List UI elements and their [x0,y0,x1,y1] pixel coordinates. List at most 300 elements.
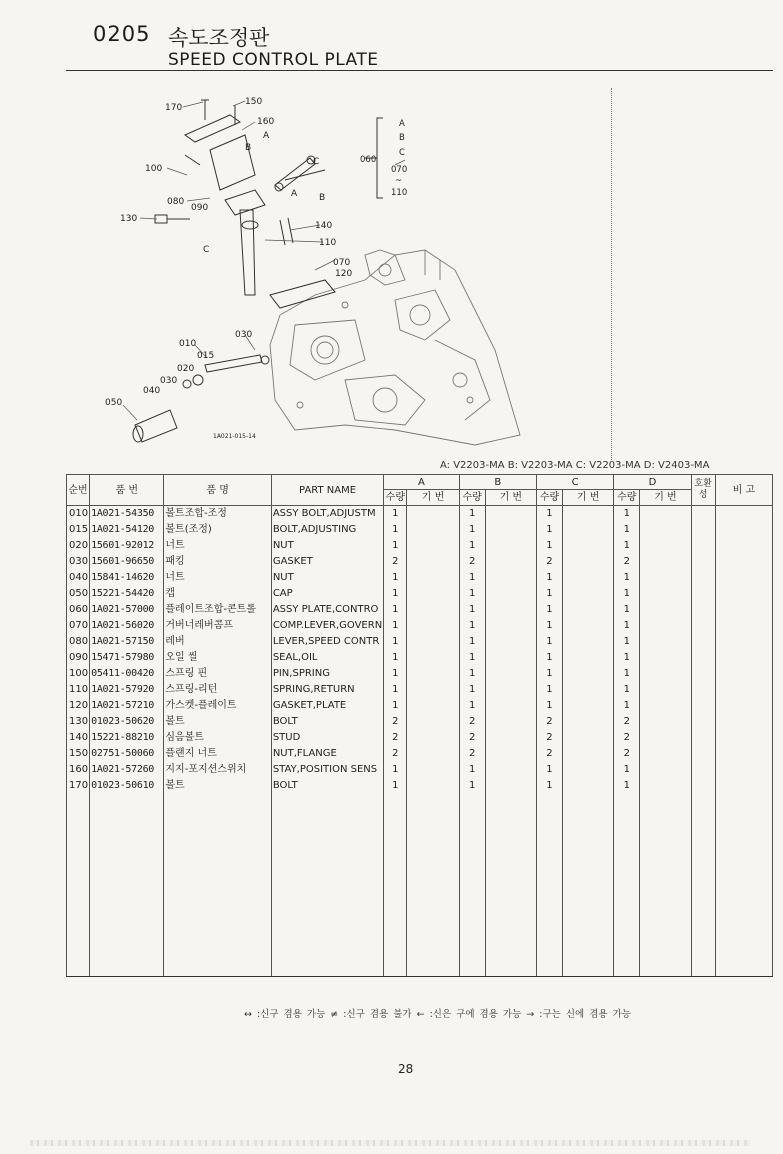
remarks-cell [715,570,772,586]
part-name-ko: 볼트조합-조정 [164,506,271,523]
svg-text:C: C [399,148,405,158]
row-number: 120 [67,698,90,714]
interchange-cell [691,730,715,746]
qty-cell: 1 [614,762,640,778]
remarks-cell [715,778,772,794]
part-number: 1A021-54350 [90,506,164,523]
qty-cell: 1 [536,634,562,650]
serial-cell [407,538,459,554]
col-qty-a: 수량 [384,490,407,506]
serial-cell [407,650,459,666]
part-name-ko: 캡 [164,586,271,602]
remarks-cell [715,746,772,762]
qty-cell: 1 [384,634,407,650]
svg-text:040: 040 [143,386,161,396]
serial-cell [640,506,691,523]
serial-cell [640,778,691,794]
qty-cell: 1 [384,682,407,698]
serial-cell [563,538,614,554]
serial-cell [407,634,459,650]
part-name-ko: 볼트 [164,714,271,730]
serial-cell [563,554,614,570]
row-number: 160 [67,762,90,778]
part-name-en: GASKET,PLATE [271,698,383,714]
qty-cell: 1 [384,762,407,778]
section-title-en: SPEED CONTROL PLATE [168,50,379,70]
serial-cell [640,762,691,778]
serial-cell [485,506,536,523]
svg-text:C: C [203,245,210,255]
qty-cell: 1 [384,666,407,682]
svg-text:030: 030 [160,376,178,386]
blank-cell [67,794,90,977]
qty-cell: 1 [536,506,562,523]
part-name-en: STUD [271,730,383,746]
qty-cell: 1 [459,602,485,618]
qty-cell: 1 [614,650,640,666]
qty-cell: 2 [384,730,407,746]
serial-cell [407,618,459,634]
part-name-ko: 너트 [164,570,271,586]
part-number: 1A021-57150 [90,634,164,650]
serial-cell [485,618,536,634]
col-qty-c: 수량 [536,490,562,506]
serial-cell [563,586,614,602]
qty-cell: 1 [459,538,485,554]
table-row [67,634,773,650]
exploded-parts-diagram [95,80,555,450]
part-number: 15841-14620 [90,570,164,586]
qty-cell: 2 [536,714,562,730]
interchange-cell [691,522,715,538]
svg-text:100: 100 [145,164,163,174]
table-row [67,682,773,698]
remarks-cell [715,522,772,538]
table-row [67,650,773,666]
part-number: 15601-96650 [90,554,164,570]
serial-cell [485,714,536,730]
remarks-cell [715,506,772,523]
group-c-header: C [536,475,613,490]
part-number: 1A021-54120 [90,522,164,538]
qty-cell: 1 [384,698,407,714]
remarks-cell [715,554,772,570]
part-name-en: BOLT,ADJUSTING [271,522,383,538]
qty-cell: 1 [614,778,640,794]
interchange-cell [691,778,715,794]
qty-cell: 2 [459,746,485,762]
section-code: 0205 [93,22,151,46]
remarks-cell [715,762,772,778]
serial-cell [485,762,536,778]
qty-cell: 1 [459,570,485,586]
serial-cell [485,666,536,682]
serial-cell [640,522,691,538]
part-name-en: BOLT [271,714,383,730]
serial-cell [640,746,691,762]
serial-cell [407,570,459,586]
svg-text:C: C [313,157,320,167]
scan-artifact-strip [30,1140,750,1146]
svg-text:170: 170 [165,103,183,113]
serial-cell [563,618,614,634]
interchange-cell [691,650,715,666]
blank-cell [691,794,715,977]
table-row [67,522,773,538]
remarks-cell [715,602,772,618]
serial-cell [563,634,614,650]
qty-cell: 1 [614,634,640,650]
interchange-cell [691,714,715,730]
table-row [67,602,773,618]
serial-cell [407,762,459,778]
qty-cell: 1 [384,570,407,586]
remarks-cell [715,666,772,682]
qty-cell: 1 [459,762,485,778]
serial-cell [640,602,691,618]
row-number: 090 [67,650,90,666]
interchange-cell [691,538,715,554]
qty-cell: 1 [384,602,407,618]
row-number: 170 [67,778,90,794]
serial-cell [485,650,536,666]
part-name-en: NUT [271,538,383,554]
part-name-ko: 너트 [164,538,271,554]
serial-cell [485,570,536,586]
table-row [67,538,773,554]
qty-cell: 2 [614,746,640,762]
variant-bracket-labels [360,119,407,198]
svg-text:150: 150 [245,97,263,107]
col-serial-b: 기 번 [485,490,536,506]
svg-text:090: 090 [191,203,209,213]
svg-text:110: 110 [319,238,337,248]
qty-cell: 1 [536,650,562,666]
col-serial-a: 기 번 [407,490,459,506]
qty-cell: 1 [384,586,407,602]
qty-cell: 1 [459,650,485,666]
serial-cell [640,650,691,666]
qty-cell: 1 [459,634,485,650]
qty-cell: 1 [614,618,640,634]
part-name-ko: 지지-포지션스위치 [164,762,271,778]
svg-text:A: A [291,189,298,199]
part-number: 15471-57980 [90,650,164,666]
qty-cell: 1 [614,538,640,554]
col-partname-header: PART NAME [271,475,383,506]
svg-text:~: ~ [395,176,403,186]
serial-cell [563,570,614,586]
qty-cell: 2 [459,730,485,746]
row-number: 110 [67,682,90,698]
col-name-ko-header: 품 명 [164,475,271,506]
col-qty-b: 수량 [459,490,485,506]
qty-cell: 1 [536,538,562,554]
section-title-ko: 속도조정판 [168,26,270,50]
part-name-ko: 가스켓-플레이트 [164,698,271,714]
part-name-en: NUT [271,570,383,586]
qty-cell: 2 [384,554,407,570]
table-row [67,554,773,570]
qty-cell: 1 [384,538,407,554]
qty-cell: 1 [459,522,485,538]
interchangeability-footnote: ↔ :신구 겸용 가능 ≠ :신구 겸용 불가 ← :신은 구에 겸용 가능 → :구는 신에 겸용 가능 [244,1009,631,1020]
row-number: 010 [67,506,90,523]
serial-cell [563,762,614,778]
remarks-cell [715,586,772,602]
qty-cell: 2 [384,714,407,730]
part-name-ko: 플랜지 너트 [164,746,271,762]
svg-text:030: 030 [235,330,253,340]
svg-text:020: 020 [177,364,195,374]
serial-cell [563,522,614,538]
qty-cell: 2 [459,554,485,570]
blank-cell [271,794,383,977]
part-name-en: NUT,FLANGE [271,746,383,762]
part-name-en: ASSY PLATE,CONTRO [271,602,383,618]
col-interchange-header: 호환성 [691,475,715,506]
serial-cell [485,746,536,762]
qty-cell: 2 [536,554,562,570]
row-number: 070 [67,618,90,634]
qty-cell: 1 [614,682,640,698]
qty-cell: 2 [614,714,640,730]
serial-cell [640,698,691,714]
qty-cell: 1 [614,506,640,523]
part-name-en: CAP [271,586,383,602]
serial-cell [640,554,691,570]
qty-cell: 1 [536,586,562,602]
svg-text:110: 110 [391,188,408,198]
qty-cell: 1 [614,698,640,714]
qty-cell: 1 [536,698,562,714]
blank-cell [384,794,407,977]
table-row [67,714,773,730]
row-number: 020 [67,538,90,554]
svg-text:140: 140 [315,221,333,231]
serial-cell [485,538,536,554]
svg-text:B: B [245,143,252,153]
remarks-cell [715,634,772,650]
table-row [67,570,773,586]
table-row [67,730,773,746]
row-number: 060 [67,602,90,618]
part-name-ko: 오일 씰 [164,650,271,666]
part-name-ko: 스프링-리턴 [164,682,271,698]
qty-cell: 1 [384,506,407,523]
serial-cell [563,746,614,762]
col-no-header: 순번 [67,475,90,506]
row-number: 040 [67,570,90,586]
part-name-en: SPRING,RETURN [271,682,383,698]
serial-cell [640,714,691,730]
table-row [67,666,773,682]
qty-cell: 1 [536,762,562,778]
qty-cell: 1 [459,506,485,523]
table-row [67,746,773,762]
remarks-cell [715,698,772,714]
interchange-cell [691,666,715,682]
serial-cell [407,778,459,794]
qty-cell: 2 [384,746,407,762]
svg-text:1A021-015-14: 1A021-015-14 [213,433,256,440]
serial-cell [407,730,459,746]
header-rule [66,70,773,71]
col-partno-header: 품 번 [90,475,164,506]
qty-cell: 1 [614,522,640,538]
qty-cell: 1 [536,570,562,586]
part-name-ko: 거버너레버콤프 [164,618,271,634]
qty-cell: 2 [459,714,485,730]
serial-cell [407,714,459,730]
blank-cell [407,794,459,977]
engine-housing-drawing [270,250,520,445]
interchange-cell [691,602,715,618]
part-number: 15221-54420 [90,586,164,602]
col-remarks-header: 비 고 [715,475,772,506]
blank-cell [164,794,271,977]
row-number: 015 [67,522,90,538]
serial-cell [563,682,614,698]
row-number: 140 [67,730,90,746]
group-a-header: A [384,475,459,490]
serial-cell [407,522,459,538]
serial-cell [485,730,536,746]
qty-cell: 1 [536,682,562,698]
part-name-en: SEAL,OIL [271,650,383,666]
blank-cell [715,794,772,977]
interchange-cell [691,634,715,650]
serial-cell [640,586,691,602]
table-row [67,618,773,634]
blank-cell [485,794,536,977]
table-blank-area [67,794,773,977]
remarks-cell [715,618,772,634]
svg-text:160: 160 [257,117,275,127]
serial-cell [407,698,459,714]
qty-cell: 1 [459,698,485,714]
part-name-en: STAY,POSITION SENS [271,762,383,778]
interchange-cell [691,554,715,570]
serial-cell [407,666,459,682]
remarks-cell [715,682,772,698]
table-row [67,586,773,602]
interchange-cell [691,682,715,698]
serial-cell [485,586,536,602]
blank-cell [459,794,485,977]
serial-cell [563,698,614,714]
svg-text:A: A [399,119,405,129]
col-serial-c: 기 번 [563,490,614,506]
svg-text:060: 060 [360,155,377,165]
serial-cell [563,714,614,730]
part-name-en: ASSY BOLT,ADJUSTM [271,506,383,523]
interchange-cell [691,746,715,762]
qty-cell: 1 [536,618,562,634]
part-name-ko: 패킹 [164,554,271,570]
part-number: 15221-88210 [90,730,164,746]
svg-text:120: 120 [335,269,353,279]
serial-cell [640,730,691,746]
serial-cell [407,602,459,618]
row-number: 150 [67,746,90,762]
table-row [67,506,773,523]
serial-cell [407,554,459,570]
svg-text:130: 130 [120,214,138,224]
blank-cell [563,794,614,977]
diagram-divider [611,88,612,460]
qty-cell: 1 [384,650,407,666]
interchange-cell [691,570,715,586]
svg-text:070: 070 [333,258,351,268]
part-name-ko: 플레이트조합-콘트롤 [164,602,271,618]
serial-cell [563,650,614,666]
interchange-cell [691,762,715,778]
leader-lines [123,101,408,420]
remarks-cell [715,714,772,730]
serial-cell [485,522,536,538]
serial-cell [485,602,536,618]
interchange-cell [691,506,715,523]
qty-cell: 1 [459,778,485,794]
qty-cell: 1 [536,522,562,538]
col-qty-d: 수량 [614,490,640,506]
serial-cell [485,778,536,794]
part-name-ko: 레버 [164,634,271,650]
remarks-cell [715,650,772,666]
qty-cell: 1 [614,602,640,618]
part-number: 05411-00420 [90,666,164,682]
row-number: 030 [67,554,90,570]
qty-cell: 1 [536,602,562,618]
parts-table [66,474,773,977]
table-row [67,762,773,778]
part-name-ko: 스프링 핀 [164,666,271,682]
qty-cell: 1 [614,586,640,602]
serial-cell [485,698,536,714]
qty-cell: 1 [614,666,640,682]
qty-cell: 2 [536,730,562,746]
interchange-cell [691,586,715,602]
qty-cell: 1 [384,778,407,794]
qty-cell: 2 [614,554,640,570]
part-number: 02751-50060 [90,746,164,762]
qty-cell: 1 [459,666,485,682]
group-b-header: B [459,475,536,490]
part-number: 1A021-57210 [90,698,164,714]
part-name-en: PIN,SPRING [271,666,383,682]
serial-cell [563,730,614,746]
group-d-header: D [614,475,691,490]
serial-cell [407,746,459,762]
svg-text:B: B [399,133,405,143]
serial-cell [640,682,691,698]
blank-cell [90,794,164,977]
serial-cell [640,538,691,554]
col-serial-d: 기 번 [640,490,691,506]
serial-cell [640,634,691,650]
part-number: 1A021-57000 [90,602,164,618]
remarks-cell [715,538,772,554]
interchange-cell [691,698,715,714]
serial-cell [485,554,536,570]
qty-cell: 2 [536,746,562,762]
part-name-en: LEVER,SPEED CONTR [271,634,383,650]
serial-cell [563,602,614,618]
svg-text:010: 010 [179,339,197,349]
svg-text:080: 080 [167,197,185,207]
table-row [67,698,773,714]
